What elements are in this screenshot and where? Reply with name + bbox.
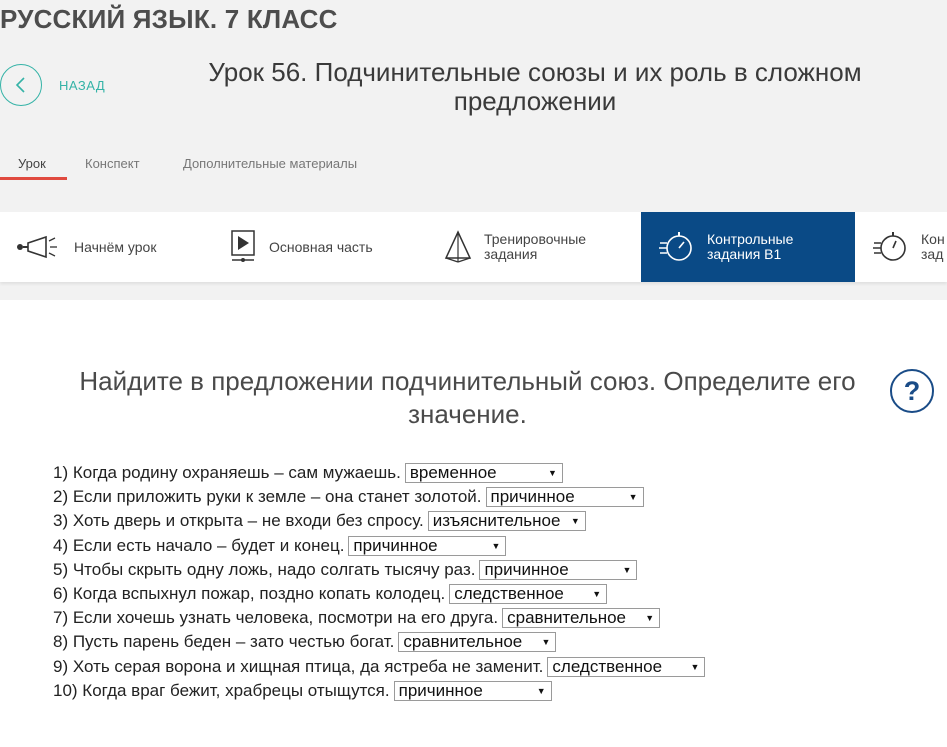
- task-text: 9) Хоть серая ворона и хищная птица, да ястреба не заменит.: [53, 656, 544, 676]
- task-text: 7) Если хочешь узнать человека, посмотри на его друга.: [53, 608, 499, 628]
- step-main-part[interactable]: [229, 212, 373, 282]
- answer-select[interactable]: [398, 632, 556, 652]
- answer-value: сравнительное: [507, 608, 626, 628]
- play-icon: [229, 229, 257, 265]
- dropdown-arrow-icon: ▼: [491, 540, 501, 551]
- tab-lesson[interactable]: Урок: [18, 156, 46, 171]
- answer-value: сравнительное: [403, 632, 523, 652]
- answer-select[interactable]: [547, 657, 705, 677]
- task-text: 3) Хоть дверь и открыта – не входи без спросу.: [53, 511, 424, 531]
- dropdown-arrow-icon: ▼: [690, 661, 700, 672]
- answer-select[interactable]: [479, 560, 637, 580]
- answer-value: причинное: [353, 535, 438, 555]
- answer-value: следственное: [454, 584, 564, 604]
- dropdown-arrow-icon: ▼: [622, 564, 632, 575]
- dropdown-arrow-icon: ▼: [541, 637, 551, 648]
- dropdown-arrow-icon: ▼: [645, 613, 655, 624]
- dropdown-arrow-icon: ▼: [592, 589, 602, 600]
- answer-select[interactable]: [405, 463, 563, 483]
- answer-select[interactable]: [502, 608, 660, 628]
- stopwatch-icon: [873, 229, 909, 265]
- step-training-tasks[interactable]: [444, 212, 586, 282]
- step-start-lesson[interactable]: [16, 212, 156, 282]
- help-icon[interactable]: ?: [890, 369, 934, 413]
- task-item-4: [53, 534, 705, 558]
- stopwatch-icon: [659, 229, 695, 265]
- lesson-title: Урок 56. Подчинительные союзы и их роль в сложном предложении: [208, 57, 862, 116]
- step-label: Кон зад: [921, 231, 945, 262]
- task-text: 6) Когда вспыхнул пожар, поздно копать колодец.: [53, 584, 446, 604]
- step-control-tasks-next[interactable]: [873, 212, 945, 282]
- task-text: 8) Пусть парень беден – зато честью богат.: [53, 632, 395, 652]
- task-item-6: [53, 582, 705, 606]
- task-text: 4) Если есть начало – будет и конец.: [53, 535, 345, 555]
- answer-value: причинное: [490, 487, 575, 507]
- answer-value: следственное: [552, 656, 663, 676]
- dropdown-arrow-icon: ▼: [547, 468, 557, 479]
- answer-value: изъяснительное: [432, 511, 561, 531]
- back-link[interactable]: НАЗАД: [59, 78, 106, 93]
- task-text: 1) Когда родину охраняешь – сам мужаешь.: [53, 463, 401, 483]
- task-text: 2) Если приложить руки к земле – она станет золотой.: [53, 487, 482, 507]
- task-item-9: [53, 655, 705, 679]
- task-item-2: [53, 485, 705, 509]
- dropdown-arrow-icon: ▼: [628, 492, 638, 503]
- tab-additional-materials[interactable]: Дополнительные материалы: [183, 156, 358, 171]
- answer-select[interactable]: [428, 511, 586, 531]
- answer-value: временное: [409, 463, 497, 483]
- task-item-5: [53, 558, 705, 582]
- dropdown-arrow-icon: ▼: [570, 516, 580, 527]
- task-list: [53, 461, 705, 703]
- answer-value: причинное: [398, 680, 483, 700]
- task-text: 10) Когда враг бежит, храбрецы отыщутся.: [53, 680, 390, 700]
- step-control-tasks-b1[interactable]: [641, 212, 855, 282]
- task-item-7: [53, 606, 705, 630]
- answer-value: причинное: [484, 559, 569, 579]
- task-item-8: [53, 630, 705, 654]
- back-button[interactable]: [0, 64, 42, 106]
- lesson-steps: [0, 212, 947, 282]
- tab-summary[interactable]: Конспект: [85, 156, 140, 171]
- task-question: Найдите в предложении подчинительный союз. Определите его значение.: [79, 366, 856, 429]
- task-item-3: [53, 509, 705, 533]
- active-tab-indicator: [0, 177, 67, 180]
- chevron-left-icon: [14, 76, 28, 94]
- dropdown-arrow-icon: ▼: [536, 685, 546, 696]
- answer-select[interactable]: [486, 487, 644, 507]
- answer-select[interactable]: [394, 681, 552, 701]
- megaphone-icon: [16, 233, 62, 261]
- answer-select[interactable]: [348, 536, 506, 556]
- lesson-header: [0, 0, 947, 300]
- answer-select[interactable]: [449, 584, 607, 604]
- step-label: Основная часть: [269, 238, 373, 255]
- task-item-10: [53, 679, 705, 703]
- pyramid-icon: [444, 230, 472, 264]
- task-text: 5) Чтобы скрыть одну ложь, надо солгать тысячу раз.: [53, 559, 476, 579]
- step-label: Контрольные задания B1: [707, 231, 794, 262]
- step-label: Начнём урок: [74, 238, 157, 255]
- task-item-1: [53, 461, 705, 485]
- step-label: Тренировочные задания: [484, 231, 587, 262]
- course-title: РУССКИЙ ЯЗЫК. 7 КЛАСС: [0, 4, 338, 34]
